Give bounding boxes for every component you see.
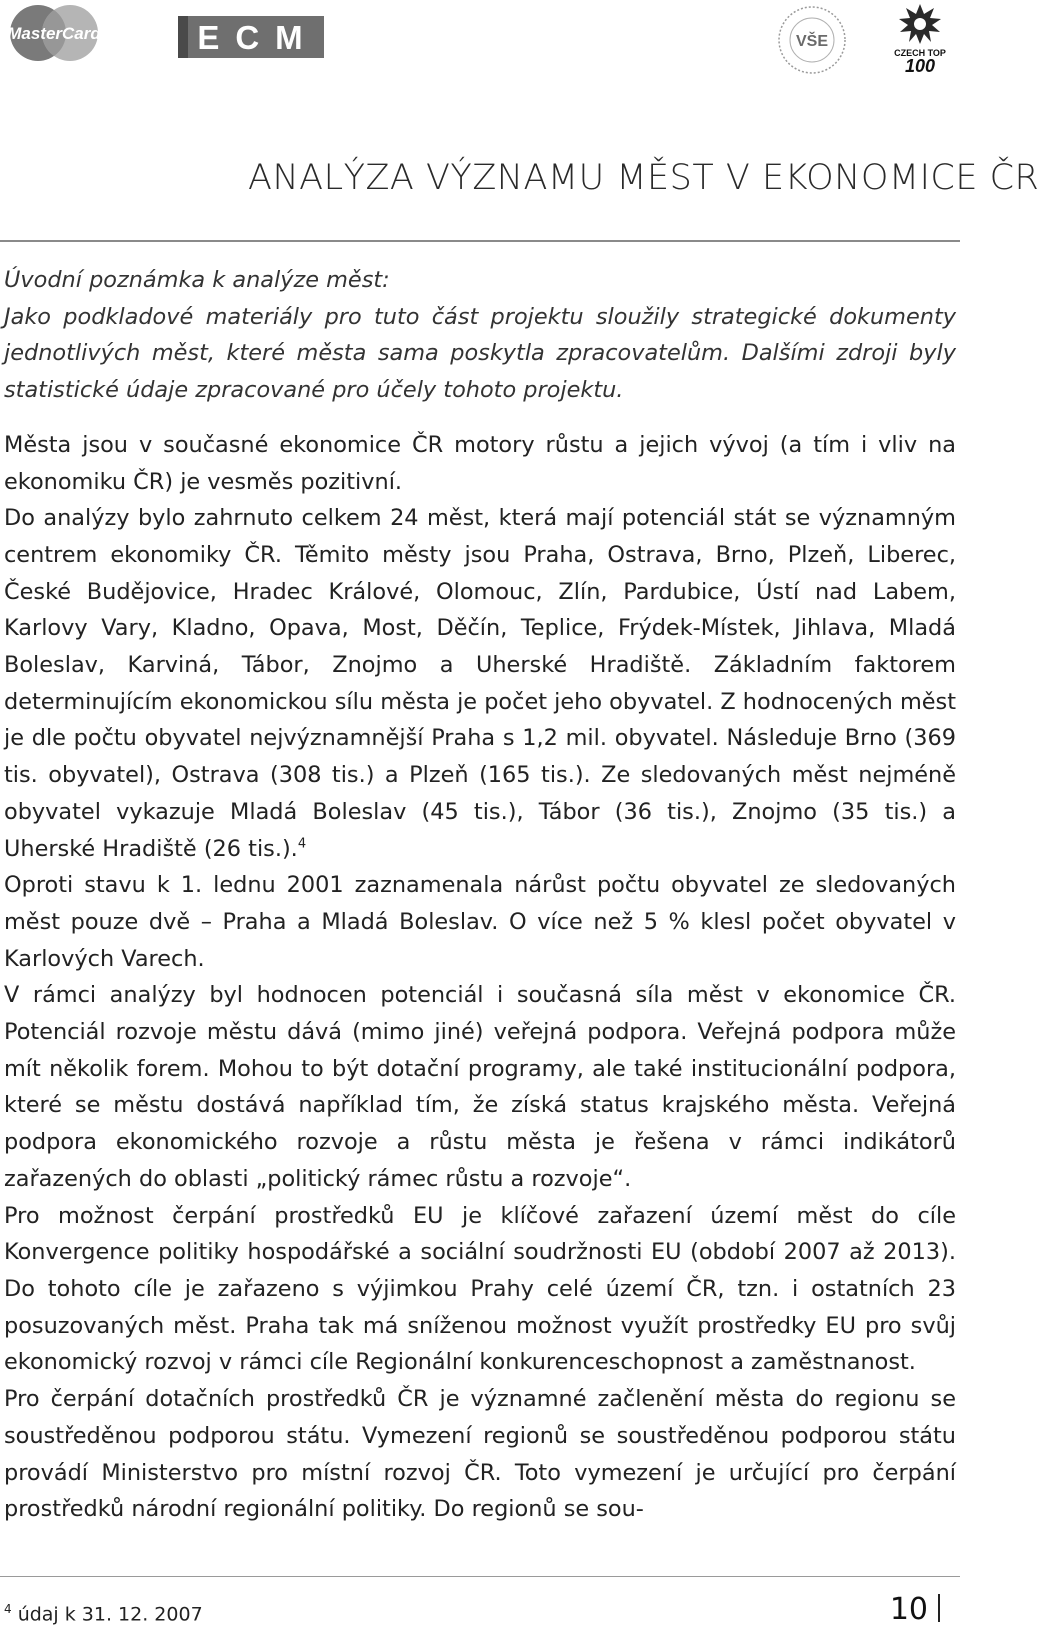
czech-top-100-logo [882, 2, 958, 74]
intro-note [4, 262, 956, 409]
title-divider [0, 240, 960, 242]
paragraph-4: V rámci analýzy byl hodnocen potenciál i současná síla měst v ekonomice ČR. Potenciál rozvoje městu dává (mimo jiné) veřejná podpora. Veřejná podpora může mít několik forem. Mohou to být dotační programy, ale také institucionální podpora, které se městu dostává například tím, že získá status krajského města. Veřejná podpora ekonomického rozvoje a růstu města je řešena v rámci indikátorů zařazených do oblasti „politický rámec růstu a rozvoje“. [4, 982, 956, 1192]
svg-text:ECM: ECM [197, 19, 319, 56]
page-number [890, 1592, 940, 1627]
intro-heading: Úvodní poznámka k analýze měst: [4, 267, 390, 293]
svg-text:MasterCard: MasterCard [7, 24, 101, 43]
svg-text:100: 100 [904, 56, 936, 76]
footnote-reference: 4 [297, 836, 307, 852]
footnote [4, 1602, 203, 1625]
footer-divider [0, 1576, 960, 1577]
body-text [4, 427, 956, 1528]
footnote-text: údaj k 31. 12. 2007 [17, 1603, 203, 1626]
vse-logo [776, 4, 848, 76]
paragraph-5: Pro možnost čerpání prostředků EU je klíčové zařazení území měst do cíle Konvergence politiky hospodářské a sociální soudržnosti EU (období 2007 až 2013). Do tohoto cíle je zařazeno s výjimkou Prahy celé území ČR, tzn. i ostatních 23 posuzovaných měst. Praha tak má sníženou možnost využít prostředky EU pro svůj ekonomický rozvoj v rámci cíle Regionální konkurenceschopnost a zaměstnanost. [4, 1202, 956, 1376]
main-content [4, 262, 956, 1528]
mastercard-logo [4, 4, 104, 62]
paragraph-2 [4, 500, 956, 867]
header-logos [0, 0, 960, 80]
intro-text: Jako podkladové materiály pro tuto část projektu sloužily strategické dokumenty jednotlivých měst, které města sama poskytla zpracovatelům. Dalšími zdroji byly statistické údaje zpracované pro účely tohoto projektu. [4, 303, 956, 404]
paragraph-6: Pro čerpání dotačních prostředků ČR je významné začlenění města do regionu se soustředěnou podporou státu. Vymezení regionů se soustředěnou podporou státu provádí Ministerstvo pro místní rozvoj ČR. Toto vymezení je určující pro čerpání prostředků národní regionální politiky. Do regionů se sou- [4, 1386, 956, 1523]
svg-text:VŠE: VŠE [795, 33, 829, 50]
svg-text:CZECH TOP: CZECH TOP [894, 48, 946, 58]
footnote-mark: 4 [4, 1602, 12, 1616]
ecm-logo [178, 16, 324, 58]
paragraph-1: Města jsou v současné ekonomice ČR motory růstu a jejich vývoj (a tím i vliv na ekonomiku ČR) je vesměs pozitivní. [4, 431, 956, 495]
paragraph-2-text: Do analýzy bylo zahrnuto celkem 24 měst, která mají potenciál stát se významným centrem ekonomiky ČR. Těmito městy jsou Praha, Ostrava, Brno, Plzeň, Liberec, České Budějovice, Hradec Králové, Olomouc, Zlín, Pardubice, Ústí nad Labem, Karlovy Vary, Kladno, Opava, Most, Děčín, Teplice, Frýdek-Místek, Jihlava, Mladá Boleslav, Karviná, Tábor, Znojmo a Uherské Hradiště. Základním faktorem determinujícím ekonomickou sílu města je počet jeho obyvatel. Z hodnocených měst je dle počtu obyvatel nejvýznamnější Praha s 1,2 mil. obyvatel. Následuje Brno (369 tis. obyvatel), Ostrava (308 tis.) a Plzeň (165 tis.). Ze sledovaných měst nejméně obyvatel vykazuje Mladá Boleslav (45 tis.), Tábor (36 tis.), Znojmo (35 tis.) a Uherské Hradiště (26 tis.). [4, 505, 956, 862]
page-number-value: 10 [889, 1592, 928, 1627]
page-title: ANALÝZA VÝZNAMU MĚST V EKONOMICE ČR [248, 158, 1039, 198]
paragraph-3: Oproti stavu k 1. lednu 2001 zaznamenala nárůst počtu obyvatel ze sledovaných měst pouze dvě – Praha a Mladá Boleslav. O více než 5 % klesl počet obyvatel v Karlových Varech. [4, 872, 956, 972]
